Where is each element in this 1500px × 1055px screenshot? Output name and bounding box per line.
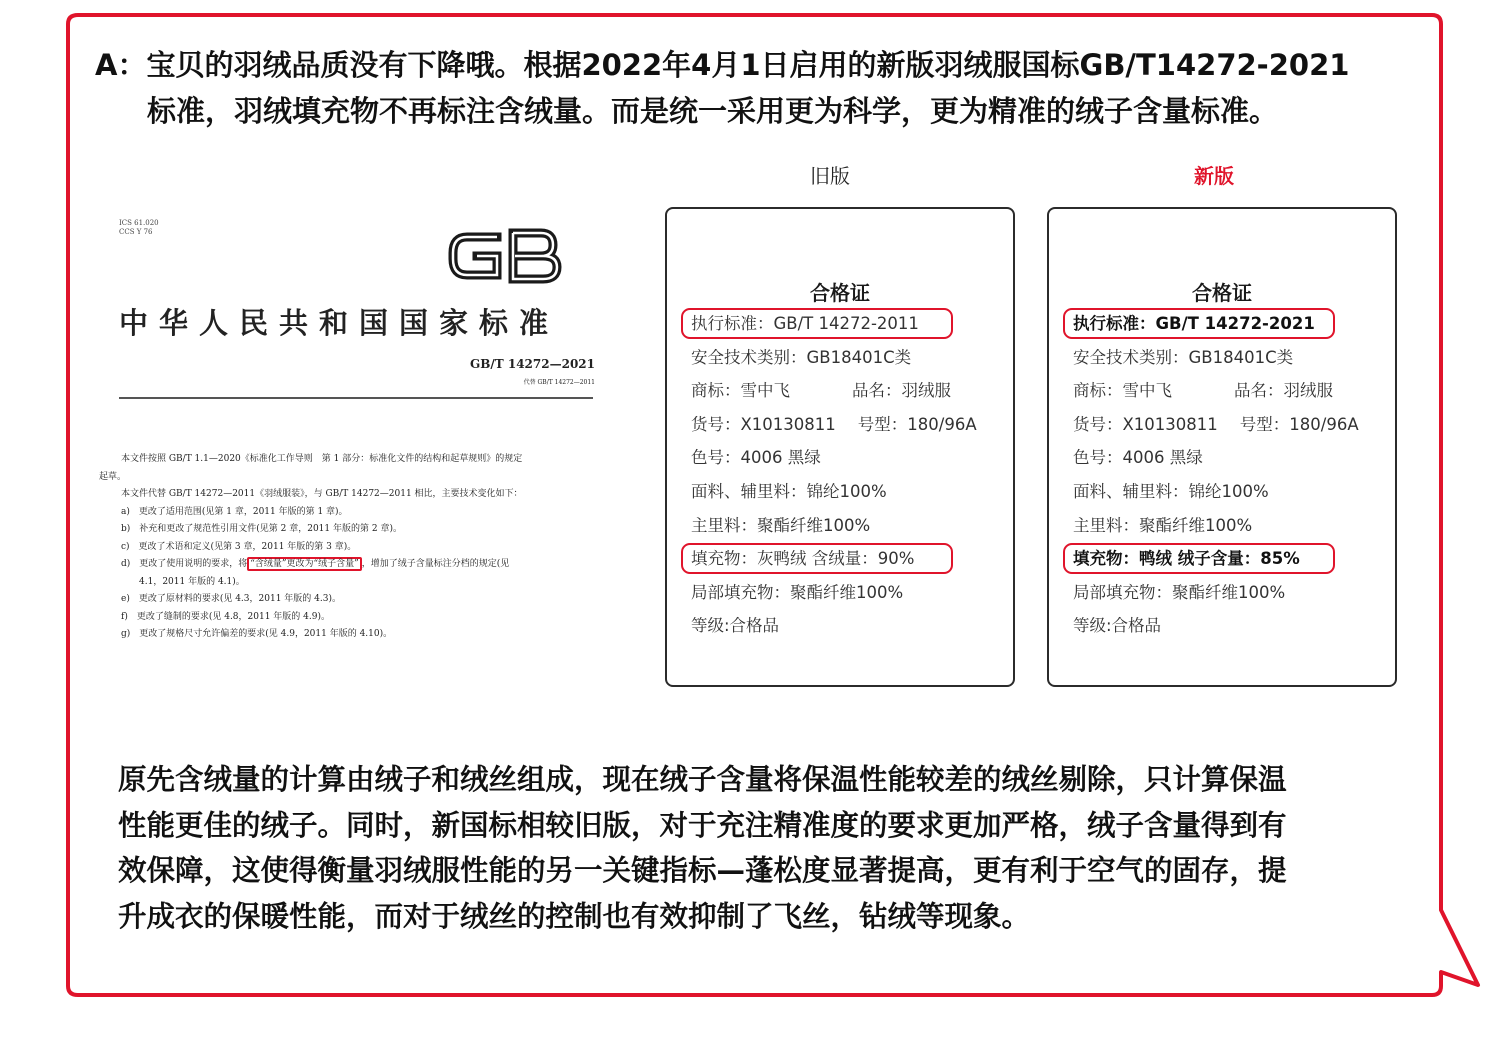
old-version-label: 旧版: [810, 164, 850, 188]
doc-ics: ICS 61.020: [119, 219, 159, 227]
foreword-line: 本文件按照 GB/T 1.1—2020《标准化工作导则 第 1 部分：标准化文件的结构和起草规则》的规定: [121, 454, 523, 464]
change-item: f) 更改了缝制的要求(见 4.8，2011 年版的 4.9)。: [121, 611, 330, 622]
item-row: 货号：X10130811 号型：180/96A: [1073, 414, 1359, 434]
partial-filling-row: 局部填充物：聚酯纤维100%: [691, 582, 904, 602]
explanation-line-2: 性能更佳的绒子。同时，新国标相较旧版，对于充注精准度的要求更加严格，绒子含量得到有: [118, 808, 1287, 842]
change-item: b) 补充和更改了规范性引用文件(见第 2 章，2011 年版的第 2 章)。: [121, 524, 402, 534]
standard-row: 执行标准：GB/T 14272-2011: [691, 307, 1001, 341]
change-item: 4.1，2011 年版的 4.1)。: [139, 576, 245, 587]
new-version-label: 新版: [1194, 164, 1234, 188]
grade-row: 等级:合格品: [691, 616, 780, 636]
explanation-line-4: 升成衣的保暖性能，而对于绒丝的控制也有效抑制了飞丝，钻绒等现象。: [118, 899, 1031, 933]
foreword-line: 本文件代替 GB/T 14272—2011《羽绒服装》，与 GB/T 14272—2011 相比，主要技术变化如下：: [121, 489, 523, 499]
change-item-d: d) 更改了使用说明的要求，将 “含绒量”更改为“绒子含量” ，增加了绒子含量标注分档的规定(见: [121, 559, 510, 569]
brand-row: 商标：雪中飞 品名：羽绒服: [1073, 381, 1333, 401]
filling-row: 填充物：灰鸭绒 含绒量：90%: [691, 542, 1001, 576]
old-certificate-card: [665, 207, 1015, 687]
grade-row: 等级:合格品: [1073, 616, 1162, 636]
brand-row: 商标：雪中飞 品名：羽绒服: [691, 381, 951, 401]
change-item: g) 更改了规格尺寸允许偏差的要求(见 4.9，2011 年版的 4.10)。: [121, 629, 393, 639]
answer-headline: [95, 42, 1405, 134]
explanation-paragraph: [118, 757, 1408, 939]
foreword-line: 起草。: [99, 471, 127, 482]
new-certificate-card: [1047, 207, 1397, 687]
certificate-title: 合格证: [810, 281, 870, 305]
change-item: a) 更改了适用范围(见第 1 章，2011 年版的第 1 章)。: [121, 506, 348, 517]
standard-foreword: [99, 451, 624, 644]
standard-replaces: 代替 GB/T 14272—2011: [523, 379, 595, 386]
filling-row: 填充物：鸭绒 绒子含量：85%: [1073, 542, 1383, 576]
doc-ccs: CCS Y 76: [119, 228, 153, 236]
change-item: c) 更改了术语和定义(见第 3 章，2011 年版的第 3 章)。: [121, 541, 357, 552]
color-row: 色号：4006 黑绿: [1073, 448, 1203, 468]
lining-row: 主里料：聚酯纤维100%: [1073, 515, 1253, 535]
explanation-line-1: 原先含绒量的计算由绒子和绒丝组成，现在绒子含量将保温性能较差的绒丝剔除，只计算保温: [118, 763, 1287, 796]
doc-classification: [119, 219, 159, 237]
gb-standard-document: [95, 205, 635, 665]
title-rule: [119, 397, 593, 399]
headline-line-2: 标准，羽绒填充物不再标注含绒量。而是统一采用更为科学，更为精准的绒子含量标准。: [147, 94, 1279, 128]
standard-number: GB/T 14272—2021: [469, 357, 595, 371]
lining-row: 主里料：聚酯纤维100%: [691, 515, 871, 535]
certificate-title: 合格证: [1192, 281, 1252, 305]
safety-row: 安全技术类别：GB18401C类: [1073, 347, 1294, 367]
standard-title: 中华人民共和国国家标准: [119, 306, 560, 340]
color-row: 色号：4006 黑绿: [691, 448, 821, 468]
fabric-row: 面料、辅里料：锦纶100%: [691, 481, 887, 501]
gb-logo-icon: [445, 223, 565, 287]
item-row: 货号：X10130811 号型：180/96A: [691, 414, 977, 434]
explanation-line-3: 效保障，这使得衡量羽绒服性能的另一关键指标—蓬松度显著提高，更有利于空气的固存，提: [118, 854, 1287, 887]
partial-filling-row: 局部填充物：聚酯纤维100%: [1073, 582, 1286, 602]
safety-row: 安全技术类别：GB18401C类: [691, 347, 912, 367]
standard-row: 执行标准：GB/T 14272-2021: [1073, 307, 1383, 341]
highlighted-change: “含绒量”更改为“绒子含量”: [247, 557, 361, 571]
headline-line-1: A：宝贝的羽绒品质没有下降哦。根据2022年4月1日启用的新版羽绒服国标GB/T14272-2021: [95, 48, 1350, 82]
change-item: e) 更改了原材料的要求(见 4.3，2011 年版的 4.3)。: [121, 594, 341, 604]
fabric-row: 面料、辅里料：锦纶100%: [1073, 481, 1269, 501]
